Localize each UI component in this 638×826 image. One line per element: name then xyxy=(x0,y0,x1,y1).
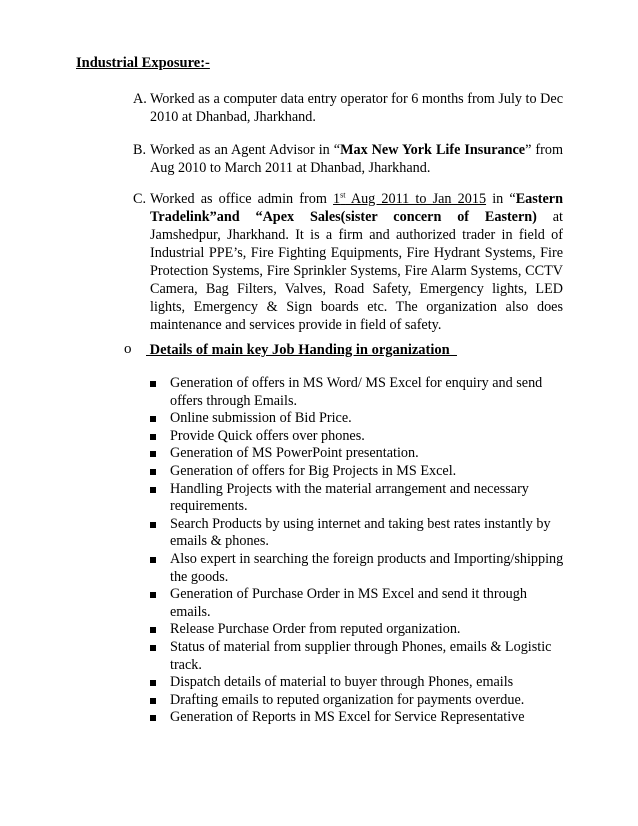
square-bullet-icon xyxy=(150,715,156,721)
duty-text: Also expert in searching the foreign products and Importing/shipping the goods. xyxy=(170,550,564,585)
square-bullet-icon xyxy=(150,645,156,651)
company-name: Eastern Tradelink”and “Apex Sales(sister concern of Eastern) xyxy=(150,191,563,225)
square-bullet-icon xyxy=(150,522,156,528)
list-item xyxy=(150,410,568,428)
list-item xyxy=(150,586,568,621)
list-item xyxy=(150,428,568,446)
square-bullet-icon xyxy=(150,381,156,387)
job-duties-list xyxy=(150,375,568,727)
square-bullet-icon xyxy=(150,698,156,704)
duty-text: Generation of MS PowerPoint presentation. xyxy=(170,445,419,462)
list-item xyxy=(150,445,568,463)
list-item xyxy=(150,709,568,727)
duty-text: Release Purchase Order from reputed organization. xyxy=(170,621,461,638)
list-item xyxy=(150,463,568,481)
square-bullet-icon xyxy=(150,487,156,493)
list-item xyxy=(150,481,568,516)
experience-mid: in “ xyxy=(486,191,516,207)
experience-description: Worked as a computer data entry operator for 6 months from July to Dec 2010 at Dhanbad, Jharkhand. xyxy=(150,91,563,125)
duty-text: Generation of Purchase Order in MS Excel and send it through emails. xyxy=(170,586,527,620)
square-bullet-icon xyxy=(150,469,156,475)
list-item xyxy=(150,621,568,639)
experience-item-c xyxy=(133,190,563,334)
square-bullet-icon xyxy=(150,592,156,598)
duty-text: Online submission of Bid Price. xyxy=(170,410,352,427)
square-bullet-icon xyxy=(150,434,156,440)
list-item xyxy=(150,516,568,551)
square-bullet-icon xyxy=(150,627,156,633)
circle-bullet-icon: o xyxy=(124,341,132,357)
date-day: 1 xyxy=(333,191,341,207)
experience-letter: B. xyxy=(133,142,147,158)
duty-text: Search Products by using internet and taking best rates instantly by emails & phones. xyxy=(170,515,551,550)
experience-prefix: Worked as an Agent Advisor in “ xyxy=(150,142,341,158)
experience-text xyxy=(150,141,563,177)
square-bullet-icon xyxy=(150,557,156,563)
square-bullet-icon xyxy=(150,680,156,686)
experience-suffix: ” from Aug 2010 to March 2011 at Dhanbad, Jharkhand. xyxy=(150,142,563,176)
duty-text: Drafting emails to reputed organization for payments overdue. xyxy=(170,691,525,708)
experience-letter: A. xyxy=(133,91,147,107)
section-heading: Industrial Exposure:- xyxy=(76,55,210,71)
date-ordinal: st xyxy=(340,190,346,200)
square-bullet-icon xyxy=(150,451,156,457)
list-item xyxy=(150,639,568,674)
duty-text: Dispatch details of material to buyer through Phones, emails xyxy=(170,674,514,691)
duty-text: Generation of offers for Big Projects in MS Excel. xyxy=(170,462,457,479)
list-item xyxy=(150,375,568,410)
list-item xyxy=(150,674,568,692)
duty-text: Generation of offers in MS Word/ MS Excel for enquiry and send offers through Emails. xyxy=(170,375,543,409)
date-range: Aug 2011 to Jan 2015 xyxy=(345,191,487,207)
experience-item-a xyxy=(133,90,563,126)
experience-item-b xyxy=(133,141,563,177)
experience-letter: C. xyxy=(133,191,147,207)
company-name: Max New York Life Insurance xyxy=(340,142,526,158)
experience-dates xyxy=(333,191,486,207)
job-details-title: Details of main key Job Handing in organization xyxy=(146,342,457,358)
list-item xyxy=(150,551,568,586)
duty-text: Handling Projects with the material arrangement and necessary requirements. xyxy=(170,480,529,515)
experience-suffix: at Jamshedpur, Jharkhand. It is a firm and authorized trader in field of Industrial PPE’s, Fire Fighting Equipments, Fire Hydrant Systems, Fire Protection Systems, Fire Sprinkler Systems, Fire Alarm Systems, CCTV Camera, Bag Filters, Valves, Road Safety, Emergency lights, LED lights, Emergency & Sign boards etc. The organization also does maintenance and services provide in field of safety. xyxy=(150,209,563,333)
experience-prefix: Worked as office admin from xyxy=(150,191,334,207)
square-bullet-icon xyxy=(150,416,156,422)
duty-text: Generation of Reports in MS Excel for Service Representative xyxy=(170,709,525,726)
list-item xyxy=(150,692,568,710)
experience-text xyxy=(150,190,563,334)
duty-text: Status of material from supplier through Phones, emails & Logistic track. xyxy=(170,638,552,673)
duty-text: Provide Quick offers over phones. xyxy=(170,427,365,444)
experience-text xyxy=(150,90,563,126)
